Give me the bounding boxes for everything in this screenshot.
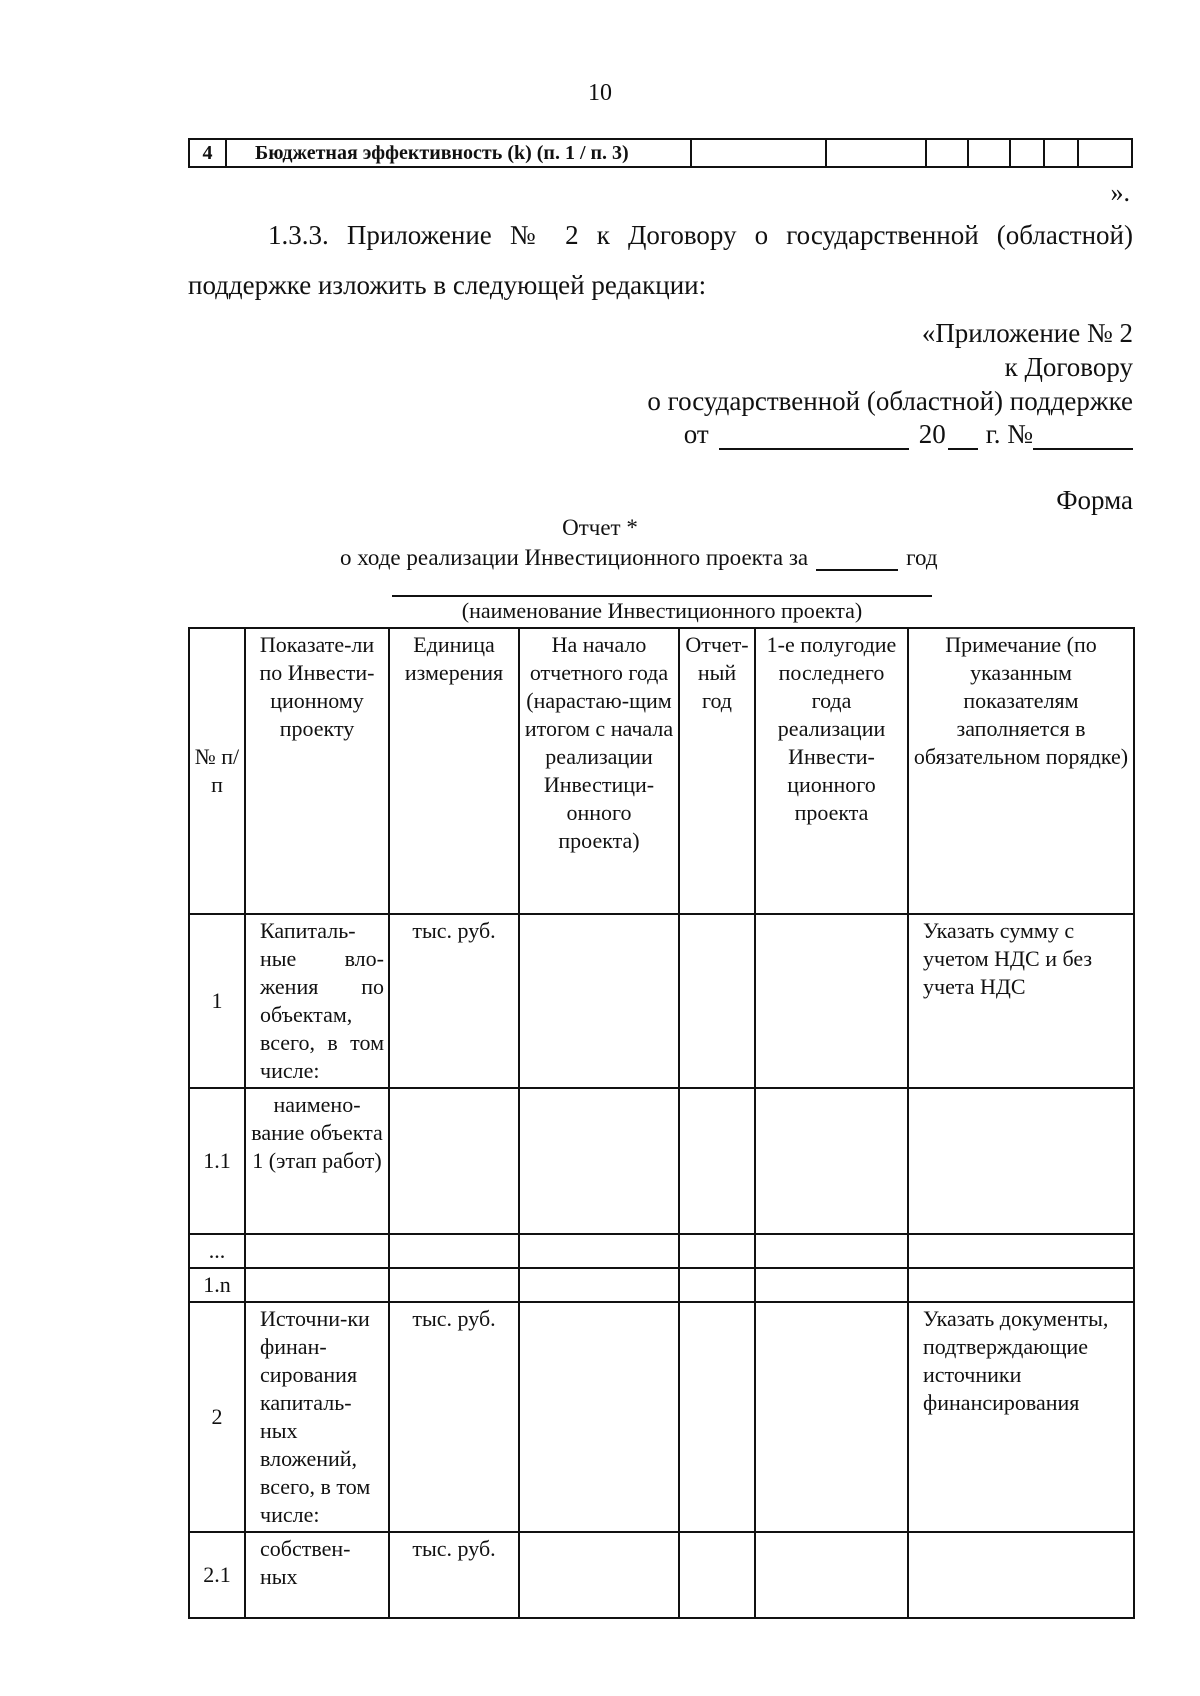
- table-row: [189, 1302, 1134, 1532]
- note-cell: [908, 1532, 1134, 1618]
- empty-cell: [1079, 140, 1131, 166]
- date-year: 20: [918, 419, 946, 449]
- page-number: 10: [588, 80, 612, 106]
- row-number: 4: [190, 140, 227, 166]
- year-blank: [948, 422, 978, 450]
- indicator-cell: [245, 1234, 389, 1268]
- row-number-cell: 1.n: [189, 1268, 245, 1302]
- date-blank: [719, 422, 909, 450]
- period-blank: [816, 547, 898, 571]
- row-number-cell: 2.1: [189, 1532, 245, 1618]
- value-cell: [519, 1088, 679, 1234]
- indicator-cell: наимено-вание объекта 1 (этап работ): [245, 1088, 389, 1234]
- row-label: Бюджетная эффективность (k) (п. 1 / п. 3): [227, 140, 692, 166]
- empty-cell: [927, 140, 969, 166]
- report-table: [188, 627, 1135, 1619]
- header-row: [189, 628, 1134, 914]
- row-number-cell: 2: [189, 1302, 245, 1532]
- value-cell: [519, 1532, 679, 1618]
- indicator-cell: собствен-ных: [245, 1532, 389, 1618]
- table-row: [189, 1532, 1134, 1618]
- table-row: [189, 1234, 1134, 1268]
- report-title: Отчет *: [562, 515, 638, 540]
- paragraph-line-2: поддержке изложить в следующей редакции:: [188, 270, 707, 300]
- indicator-cell: [245, 1268, 389, 1302]
- value-cell: [755, 1234, 908, 1268]
- empty-cell: [1011, 140, 1045, 166]
- date-prefix: от: [683, 419, 709, 449]
- unit-cell: тыс. руб.: [389, 1532, 519, 1618]
- header-cell: Показате-ли по Инвести-ционному проекту: [245, 628, 389, 914]
- note-cell: Указать сумму с учетом НДС и без учета НДС: [908, 914, 1134, 1088]
- indicator-cell: Источни-ки финан-сирования капиталь-ных вложений, всего, в том числе:: [245, 1302, 389, 1532]
- value-cell: [679, 1234, 755, 1268]
- note-cell: Указать документы, подтверждающие источники финансирования: [908, 1302, 1134, 1532]
- date-suffix: г. №: [985, 419, 1033, 449]
- appendix-support: о государственной (областной) поддержке: [647, 386, 1133, 416]
- appendix-date-line: [684, 419, 1133, 450]
- header-cell: 1-е полугодие последнего года реализации Инвести-ционного проекта: [755, 628, 908, 914]
- value-cell: [755, 1268, 908, 1302]
- form-label: Форма: [1056, 485, 1133, 515]
- subtitle-suffix: год: [906, 545, 938, 570]
- subtitle-prefix: о ходе реализации Инвестиционного проекта за: [340, 545, 809, 570]
- value-cell: [679, 914, 755, 1088]
- empty-cell: [827, 140, 927, 166]
- closing-quote: ».: [1110, 178, 1130, 207]
- budget-efficiency-row: [188, 138, 1133, 168]
- value-cell: [519, 1302, 679, 1532]
- row-number-cell: ...: [189, 1234, 245, 1268]
- table-row: [189, 1088, 1134, 1234]
- indicator-cell: Капиталь-ные вло-жения по объектам, всего, в том числе:: [245, 914, 389, 1088]
- value-cell: [755, 1532, 908, 1618]
- value-cell: [519, 1234, 679, 1268]
- value-cell: [519, 1268, 679, 1302]
- unit-cell: тыс. руб.: [389, 1302, 519, 1532]
- value-cell: [679, 1268, 755, 1302]
- table-row: [189, 1268, 1134, 1302]
- unit-cell: [389, 1088, 519, 1234]
- note-cell: [908, 1234, 1134, 1268]
- header-cell: На начало отчетного года (нарастаю-щим итогом с начала реализации Инвестици-онного проекта): [519, 628, 679, 914]
- unit-cell: [389, 1234, 519, 1268]
- empty-cell: [692, 140, 827, 166]
- value-cell: [679, 1302, 755, 1532]
- value-cell: [679, 1088, 755, 1234]
- paragraph-line-1: 1.3.3. Приложение № 2 к Договору о государственной (областной): [268, 220, 1133, 250]
- header-cell: Примечание (по указанным показателям заполняется в обязательном порядке): [908, 628, 1134, 914]
- value-cell: [519, 914, 679, 1088]
- value-cell: [755, 1302, 908, 1532]
- note-cell: [908, 1088, 1134, 1234]
- row-number-cell: 1.1: [189, 1088, 245, 1234]
- number-blank: [1033, 422, 1133, 450]
- note-cell: [908, 1268, 1134, 1302]
- project-name-line: [392, 595, 932, 597]
- appendix-contract: к Договору: [1004, 352, 1133, 382]
- value-cell: [755, 1088, 908, 1234]
- table-row: [189, 914, 1134, 1088]
- header-cell: Отчет-ный год: [679, 628, 755, 914]
- appendix-title: «Приложение № 2: [921, 318, 1133, 348]
- empty-cell: [1045, 140, 1079, 166]
- row-number-cell: 1: [189, 914, 245, 1088]
- unit-cell: тыс. руб.: [389, 914, 519, 1088]
- value-cell: [755, 914, 908, 1088]
- header-cell: Единица измерения: [389, 628, 519, 914]
- header-cell: № п/п: [189, 628, 245, 914]
- unit-cell: [389, 1268, 519, 1302]
- value-cell: [679, 1532, 755, 1618]
- report-subtitle: [340, 545, 938, 571]
- project-name-caption: (наименование Инвестиционного проекта): [461, 598, 863, 623]
- empty-cell: [969, 140, 1011, 166]
